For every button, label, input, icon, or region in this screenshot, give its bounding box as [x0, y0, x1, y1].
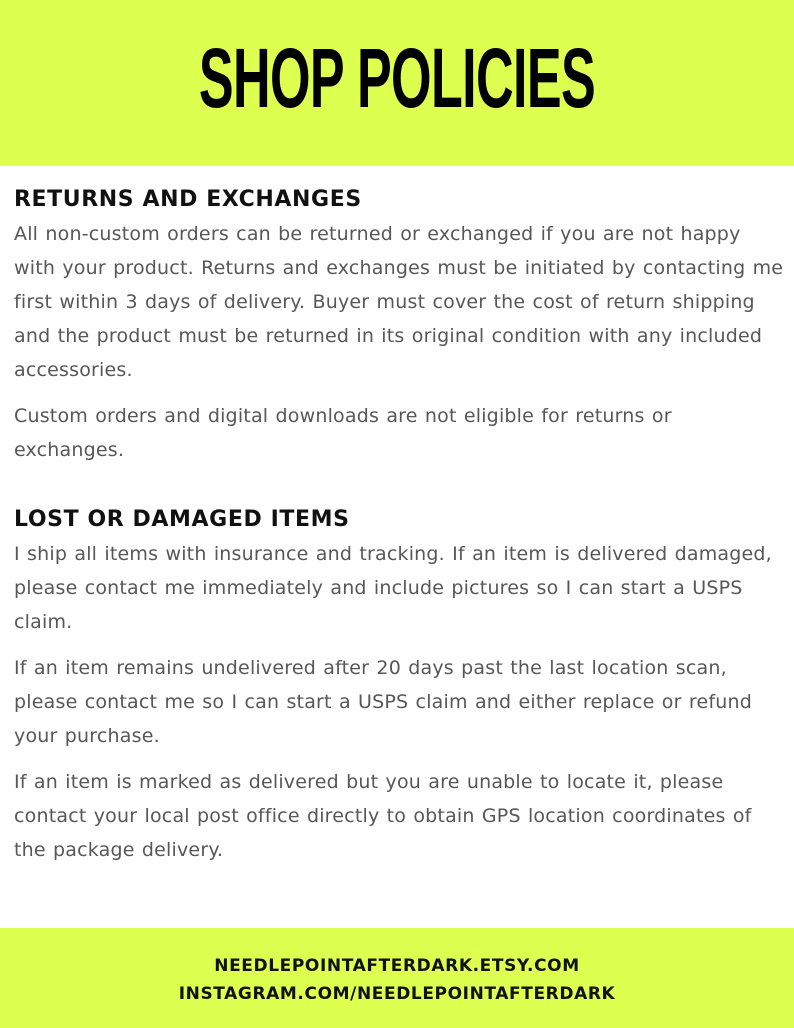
insurance-paragraph: I ship all items with insurance and tracking. If an item is delivered damaged, please contact me immediately and include pictures so I can start a USPS claim.: [14, 543, 772, 633]
marked-delivered-paragraph: If an item is marked as delivered but you are unable to locate it, please contact your local post office directly to obtain GPS location coordinates of the package delivery.: [14, 771, 752, 861]
page-title: SHOP POLICIES: [198, 31, 596, 125]
lost-damaged-section: [14, 503, 786, 867]
returns-heading: RETURNS AND EXCHANGES: [14, 187, 362, 212]
returns-paragraph: All non-custom orders can be returned or exchanged if you are not happy with your product. Returns and exchanges must be initiated by contacting me first within 3 days of delivery. Buyer must cover the cost of return shipping and the product must be returned in its original condition with any included accessories.: [14, 223, 784, 381]
instagram-link[interactable]: INSTAGRAM.COM/NEEDLEPOINTAFTERDARK: [178, 984, 616, 1004]
lost-damaged-heading: LOST OR DAMAGED ITEMS: [14, 507, 350, 532]
footer-banner: [0, 928, 794, 1028]
policies-content: [14, 183, 786, 867]
custom-orders-paragraph: Custom orders and digital downloads are not eligible for returns or exchanges.: [14, 405, 672, 461]
etsy-shop-link[interactable]: NEEDLEPOINTAFTERDARK.ETSY.COM: [214, 956, 580, 976]
returns-section: [14, 183, 786, 467]
header-banner: [0, 0, 794, 166]
undelivered-paragraph: If an item remains undelivered after 20 days past the last location scan, please contact me so I can start a USPS claim and either replace or refund your purchase.: [14, 657, 752, 747]
